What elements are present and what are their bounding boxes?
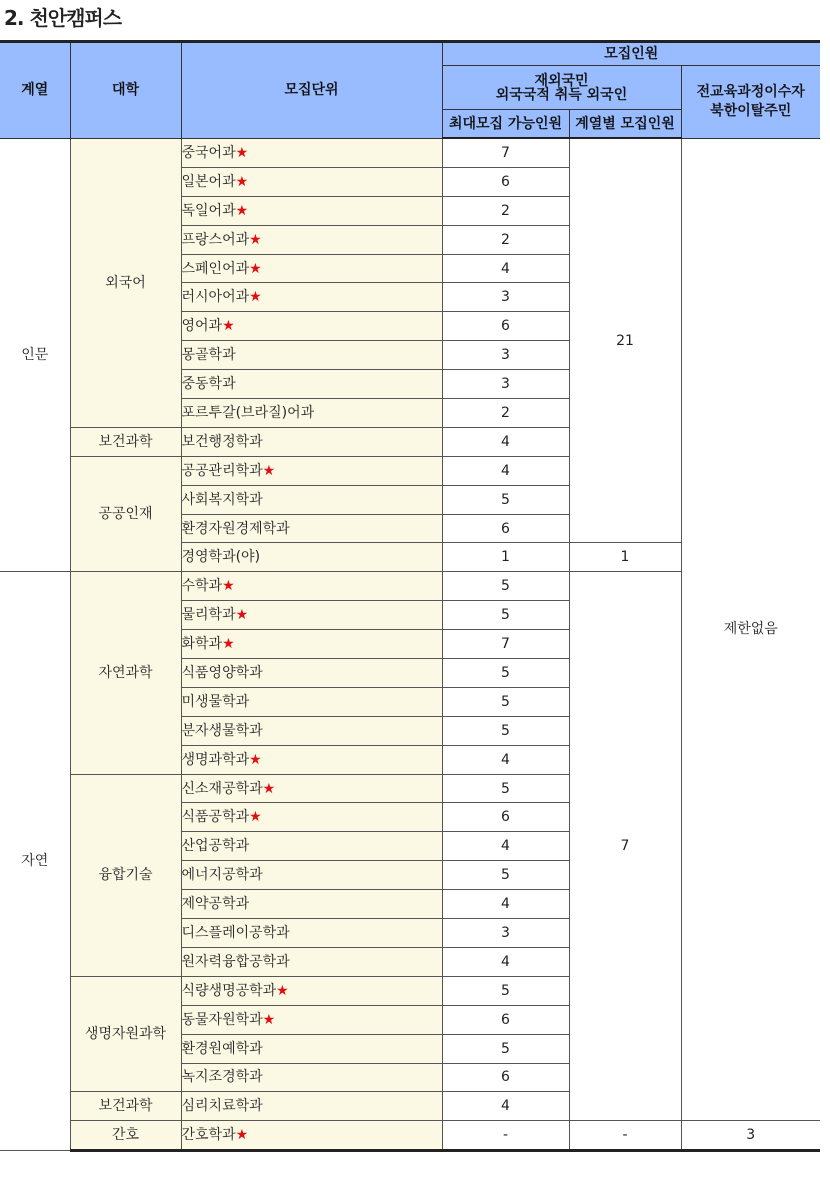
max-quota-cell: 5	[442, 861, 569, 890]
header-college: 대학	[70, 42, 181, 139]
department-cell	[181, 659, 442, 688]
star-icon: ★	[235, 1127, 249, 1144]
department-cell	[181, 803, 442, 832]
max-quota-cell: 7	[442, 630, 569, 659]
college-cell: 융합기술	[70, 774, 181, 976]
department-cell	[181, 543, 442, 572]
department-name: 공공관리학과	[181, 462, 263, 479]
college-cell: 간호	[70, 1121, 181, 1151]
star-icon: ★	[222, 636, 235, 653]
star-icon: ★	[262, 462, 276, 479]
max-quota-cell: 4	[442, 947, 569, 976]
max-quota-cell: 5	[442, 774, 569, 803]
other-quota-cell: 제한없음	[681, 138, 820, 1121]
star-icon: ★	[249, 809, 262, 826]
star-icon: ★	[235, 144, 249, 161]
max-quota-cell: 5	[442, 1034, 569, 1063]
star-icon: ★	[262, 780, 276, 797]
max-quota-cell: 3	[442, 370, 569, 399]
department-cell	[181, 1063, 442, 1092]
department-name: 심리치료학과	[181, 1098, 263, 1115]
department-cell	[181, 947, 442, 976]
max-quota-cell: 6	[442, 514, 569, 543]
department-name: 물리학과	[181, 607, 236, 624]
department-cell	[181, 485, 442, 514]
field-quota-cell: 7	[569, 572, 681, 1121]
max-quota-cell: 3	[442, 283, 569, 312]
department-cell	[181, 601, 442, 630]
department-name: 녹지조경학과	[181, 1069, 263, 1086]
college-cell: 보건과학	[70, 427, 181, 456]
department-cell	[181, 167, 442, 196]
field-quota-cell: -	[569, 1121, 681, 1151]
department-cell	[181, 138, 442, 167]
department-cell	[181, 774, 442, 803]
department-cell	[181, 1092, 442, 1121]
max-quota-cell: 2	[442, 196, 569, 225]
college-cell: 생명자원과학	[70, 976, 181, 1092]
department-cell	[181, 832, 442, 861]
star-icon: ★	[249, 751, 262, 768]
department-cell	[181, 861, 442, 890]
department-name: 사회복지학과	[181, 491, 263, 508]
max-quota-cell: -	[442, 1121, 569, 1151]
department-cell	[181, 312, 442, 341]
college-cell: 공공인재	[70, 456, 181, 572]
field-cell: 자연	[0, 572, 70, 1151]
department-name: 신소재공학과	[181, 780, 263, 797]
department-name: 프랑스어과	[181, 231, 250, 248]
department-name: 식량생명공학과	[181, 982, 277, 999]
college-cell: 외국어	[70, 138, 181, 427]
max-quota-cell: 4	[442, 745, 569, 774]
department-cell	[181, 399, 442, 428]
max-quota-cell: 3	[442, 341, 569, 370]
department-name: 제약공학과	[181, 896, 250, 913]
max-quota-cell: 1	[442, 543, 569, 572]
department-cell	[181, 745, 442, 774]
department-name: 환경자원경제학과	[181, 520, 290, 537]
star-icon: ★	[222, 578, 235, 595]
max-quota-cell: 6	[442, 803, 569, 832]
department-name: 동물자원학과	[181, 1011, 263, 1028]
department-cell	[181, 890, 442, 919]
max-quota-cell: 4	[442, 456, 569, 485]
department-name: 일본어과	[181, 173, 236, 190]
department-cell	[181, 976, 442, 1005]
department-cell	[181, 456, 442, 485]
max-quota-cell: 5	[442, 687, 569, 716]
department-name: 몽골학과	[181, 347, 236, 364]
star-icon: ★	[249, 260, 262, 277]
department-cell	[181, 1034, 442, 1063]
department-name: 보건행정학과	[181, 433, 263, 450]
department-cell	[181, 630, 442, 659]
department-name: 포르투갈(브라질)어과	[181, 404, 315, 421]
header-other-line1: 전교육과정이수자	[696, 83, 805, 100]
max-quota-cell: 6	[442, 312, 569, 341]
college-cell: 보건과학	[70, 1092, 181, 1121]
max-quota-cell: 5	[442, 485, 569, 514]
max-quota-cell: 7	[442, 138, 569, 167]
header-quota: 모집인원	[442, 42, 820, 66]
header-foreign	[442, 66, 681, 110]
department-name: 산업공학과	[181, 838, 250, 855]
header-other	[681, 66, 820, 139]
star-icon: ★	[235, 202, 249, 219]
college-cell: 자연과학	[70, 572, 181, 774]
max-quota-cell: 4	[442, 890, 569, 919]
department-cell	[181, 225, 442, 254]
star-icon: ★	[262, 1011, 276, 1028]
department-cell	[181, 196, 442, 225]
department-cell	[181, 254, 442, 283]
header-foreign-line2: 외국국적 취득 외국인	[495, 86, 628, 103]
field-quota-cell: 1	[569, 543, 681, 572]
max-quota-cell: 4	[442, 427, 569, 456]
department-name: 환경원예학과	[181, 1040, 263, 1057]
max-quota-cell: 4	[442, 254, 569, 283]
department-cell	[181, 716, 442, 745]
department-name: 독일어과	[181, 202, 236, 219]
header-other-line2: 북한이탈주민	[710, 102, 792, 119]
section-title: 2. 천안캠퍼스	[4, 6, 122, 30]
max-quota-cell: 5	[442, 659, 569, 688]
department-name: 화학과	[181, 636, 223, 653]
star-icon: ★	[235, 607, 249, 624]
department-cell	[181, 1005, 442, 1034]
header-field-quota: 계열별 모집인원	[569, 110, 681, 139]
department-cell	[181, 370, 442, 399]
department-name: 경영학과(야)	[181, 549, 261, 566]
admission-quota-table	[0, 40, 820, 1152]
max-quota-cell: 6	[442, 167, 569, 196]
department-cell	[181, 687, 442, 716]
star-icon: ★	[249, 231, 262, 248]
department-name: 디스플레이공학과	[181, 924, 290, 941]
other-quota-cell: 3	[681, 1121, 820, 1151]
max-quota-cell: 3	[442, 919, 569, 948]
star-icon: ★	[222, 318, 235, 335]
table-row	[0, 1121, 820, 1151]
department-name: 수학과	[181, 578, 223, 595]
department-cell	[181, 341, 442, 370]
department-name: 중동학과	[181, 376, 236, 393]
header-unit: 모집단위	[181, 42, 442, 139]
department-name: 미생물학과	[181, 693, 250, 710]
department-name: 중국어과	[181, 144, 236, 161]
field-cell: 인문	[0, 138, 70, 572]
department-name: 생명과학과	[181, 751, 250, 768]
header-field: 계열	[0, 42, 70, 139]
department-name: 영어과	[181, 318, 223, 335]
header-foreign-line1: 재외국민	[534, 72, 589, 89]
department-name: 분자생물학과	[181, 722, 263, 739]
department-cell	[181, 283, 442, 312]
max-quota-cell: 2	[442, 225, 569, 254]
max-quota-cell: 6	[442, 1005, 569, 1034]
table-header	[0, 42, 820, 139]
header-max-quota: 최대모집 가능인원	[442, 110, 569, 139]
max-quota-cell: 2	[442, 399, 569, 428]
department-name: 식품영양학과	[181, 664, 263, 681]
max-quota-cell: 5	[442, 716, 569, 745]
max-quota-cell: 5	[442, 572, 569, 601]
department-cell	[181, 572, 442, 601]
max-quota-cell: 5	[442, 976, 569, 1005]
department-cell	[181, 919, 442, 948]
max-quota-cell: 6	[442, 1063, 569, 1092]
department-cell	[181, 514, 442, 543]
department-name: 러시아어과	[181, 289, 250, 306]
department-name: 식품공학과	[181, 809, 250, 826]
department-name: 스페인어과	[181, 260, 250, 277]
department-name: 원자력융합공학과	[181, 953, 290, 970]
table-row	[0, 138, 820, 167]
star-icon: ★	[276, 982, 289, 999]
max-quota-cell: 4	[442, 832, 569, 861]
max-quota-cell: 5	[442, 601, 569, 630]
field-quota-cell: 21	[569, 138, 681, 543]
star-icon: ★	[249, 289, 262, 306]
star-icon: ★	[235, 173, 249, 190]
department-cell	[181, 427, 442, 456]
department-name: 간호학과	[181, 1127, 236, 1144]
department-name: 에너지공학과	[181, 867, 263, 884]
department-cell	[181, 1121, 442, 1151]
table-body	[0, 138, 820, 1151]
max-quota-cell: 4	[442, 1092, 569, 1121]
